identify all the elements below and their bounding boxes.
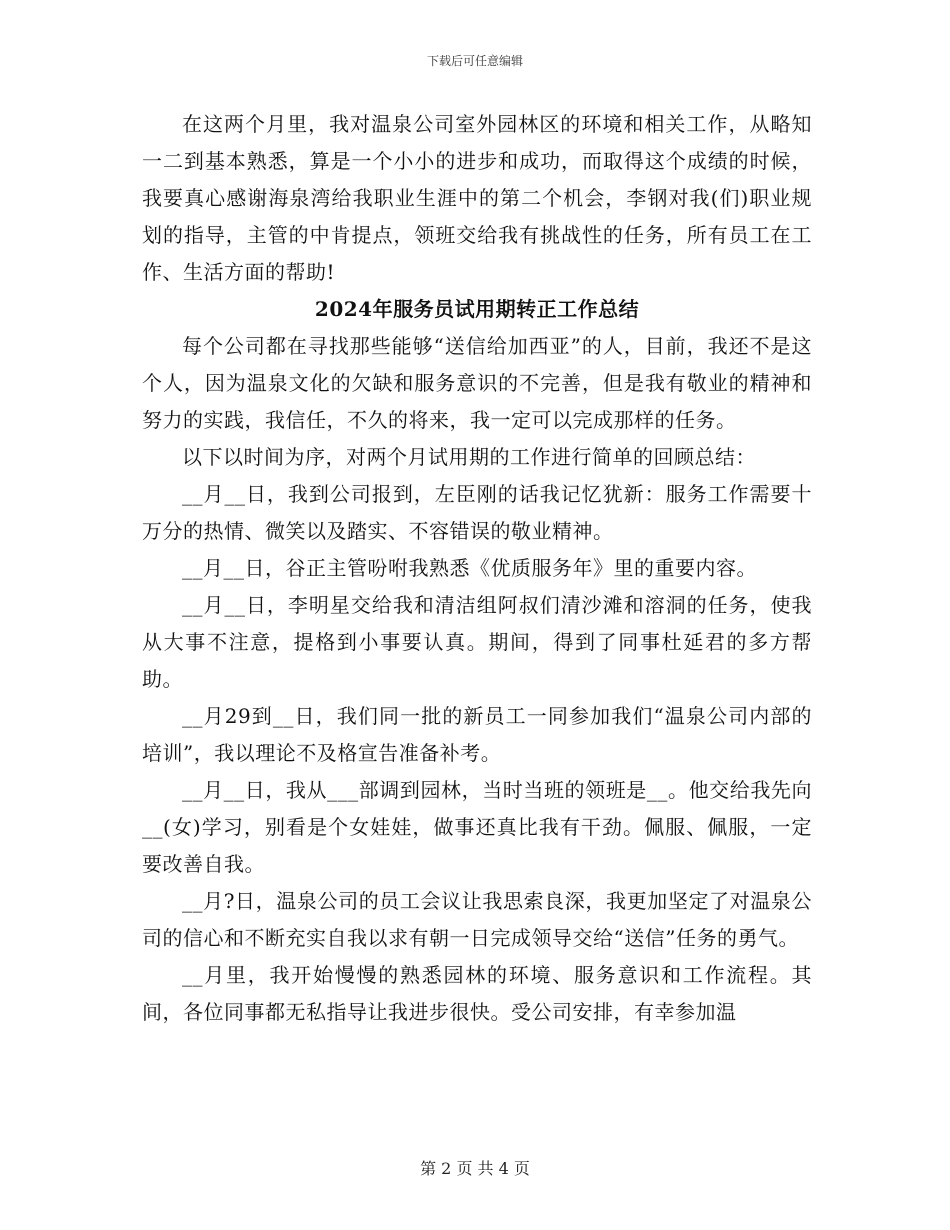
paragraph: __月__日，李明星交给我和清洁组阿叔们清沙滩和溶洞的任务，使我从大事不注意，提格到小事要认真。期间，得到了同事杜延君的多方帮助。 (142, 593, 812, 691)
document-body (142, 106, 812, 1031)
paragraph: __月里，我开始慢慢的熟悉园林的环境、服务意识和工作流程。其间，各位同事都无私指导让我进步很快。受公司安排，有幸参加温 (142, 963, 812, 1024)
paragraph: __月__日，我从___部调到园林，当时当班的领班是__。他交给我先向__(女)学习，别看是个女娃娃，做事还真比我有干劲。佩服、佩服，一定要改善自我。 (142, 778, 812, 876)
page-header: 下载后可任意编辑 (426, 54, 523, 68)
paragraph: 以下以时间为序，对两个月试用期的工作进行简单的回顾总结： (182, 445, 756, 469)
paragraph: __月__日，我到公司报到，左臣刚的话我记忆犹新：服务工作需要十万分的热情、微笑以及踏实、不容错误的敬业精神。 (142, 482, 812, 543)
paragraph: __月?日，温泉公司的员工会议让我思索良深，我更加坚定了对温泉公司的信心和不断充实自我以求有朝一日完成领导交给“送信”任务的勇气。 (142, 889, 812, 950)
page-number: 第 2 页 共 4 页 (420, 1159, 530, 1178)
paragraph: __月29到__日，我们同一批的新员工一同参加我们“温泉公司内部的培训”，我以理论不及格宣告准备补考。 (142, 704, 812, 765)
paragraph: 每个公司都在寻找那些能够“送信给加西亚”的人，目前，我还不是这个人，因为温泉文化的欠缺和服务意识的不完善，但是我有敬业的精神和努力的实践，我信任，不久的将来，我一定可以完成那样的任务。 (142, 334, 812, 432)
intro-paragraph: 在这两个月里，我对温泉公司室外园林区的环境和相关工作，从略知一二到基本熟悉，算是一个小小的进步和成功，而取得这个成绩的时候，我要真心感谢海泉湾给我职业生涯中的第二个机会，李钢对我(们)职业规划的指导，主管的中肯提点，领班交给我有挑战性的任务，所有员工在工作、生活方面的帮助! (142, 112, 812, 284)
document-title: 2024年服务员试用期转正工作总结 (314, 297, 640, 321)
paragraph: __月__日，谷正主管吩咐我熟悉《优质服务年》里的重要内容。 (182, 556, 757, 580)
